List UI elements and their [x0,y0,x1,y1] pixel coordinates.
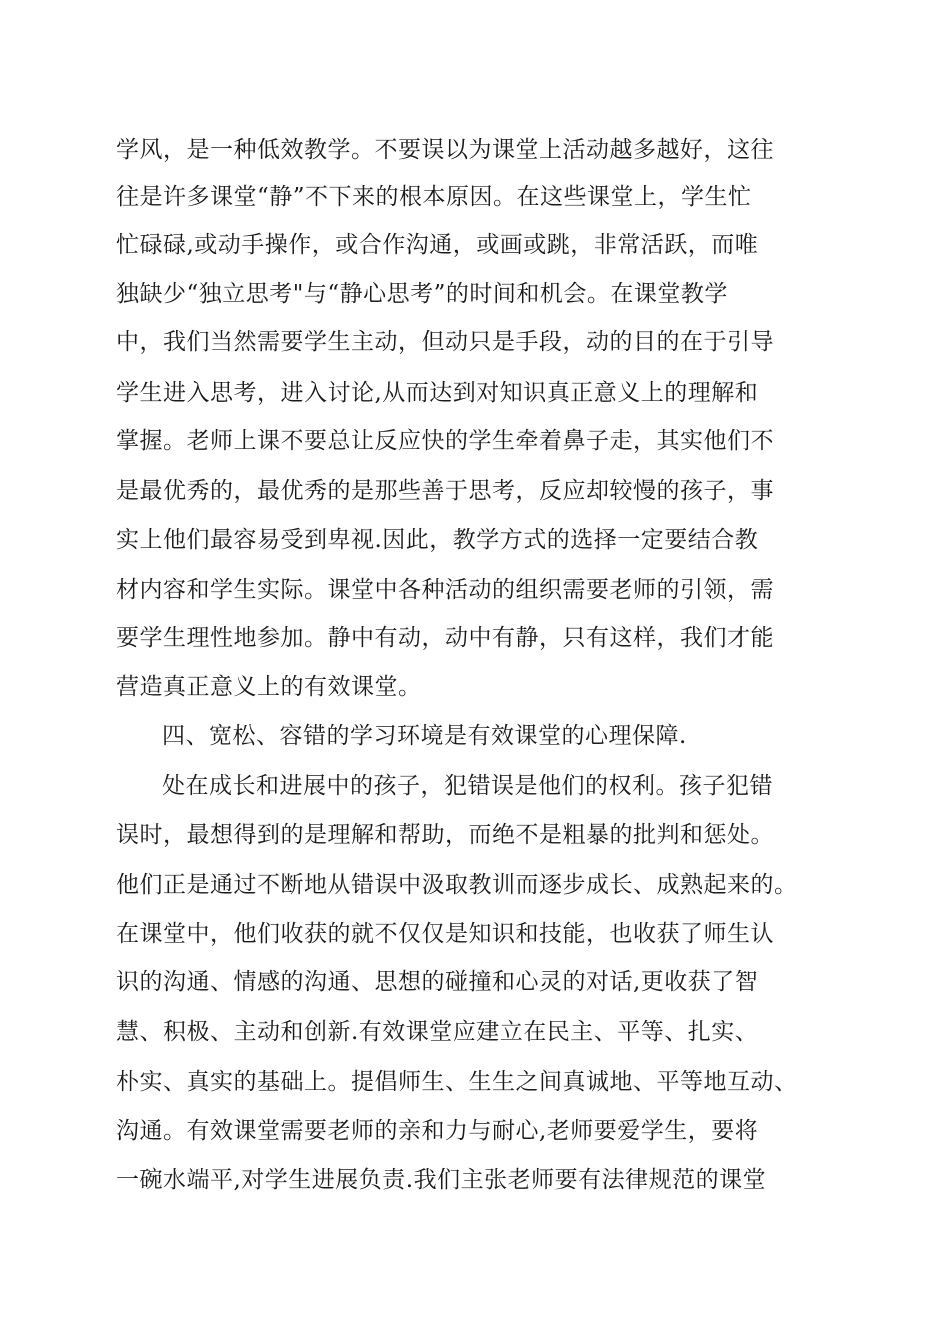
text-line-8: 是最优秀的，最优秀的是那些善于思考，反应却较慢的孩子，事 [116,478,774,504]
text-line-17: 在课堂中，他们收获的就不仅仅是知识和技能，也收获了师生认 [116,921,774,947]
text-line-2: 往是许多课堂“静”不下来的根本原因。在这些课堂上，学生忙 [116,184,752,210]
text-line-9: 实上他们最容易受到卑视.因此，教学方式的选择一定要结合教 [116,527,759,553]
text-line-16: 他们正是通过不断地从错误中汲取教训而逐步成长、成熟起来的。 [116,872,798,898]
text-line-11: 要学生理性地参加。静中有动，动中有静，只有这样，我们才能 [116,625,774,651]
text-line-20: 朴实、真实的基础上。提倡师生、生生之间真诚地、平等地互动、 [116,1069,798,1095]
text-line-6: 学生进入思考，进入讨论,从而达到对知识真正意义上的理解和 [116,380,759,406]
text-line-10: 材内容和学生实际。课堂中各种活动的组织需要老师的引领，需 [116,577,774,603]
text-line-21: 沟通。有效课堂需要老师的亲和力与耐心,老师要爱学生，要将 [116,1118,759,1144]
text-line-5: 中，我们当然需要学生主动，但动只是手段，动的目的在于引导 [116,329,774,355]
text-line-18: 识的沟通、情感的沟通、思想的碰撞和心灵的对话,更收获了智 [116,969,759,995]
text-line-14: 处在成长和进展中的孩子，犯错误是他们的权利。孩子犯错 [162,773,773,799]
section-heading: 四、宽松、容错的学习环境是有效课堂的心理保障. [162,723,687,749]
text-line-7: 掌握。老师上课不要总让反应快的学生牵着鼻子走，其实他们不 [116,428,774,454]
text-line-15: 误时，最想得到的是理解和帮助，而绝不是粗暴的批判和惩处。 [116,822,774,848]
text-line-3: 忙碌碌,或动手操作，或合作沟通，或画或跳，非常活跃，而唯 [116,232,759,258]
text-line-4: 独缺少“独立思考"与“静心思考”的时间和机会。在课堂教学 [116,281,728,307]
text-line-22: 一碗水端平,对学生进展负责.我们主张老师要有法律规范的课堂 [116,1167,767,1193]
text-line-12: 营造真正意义上的有效课堂。 [116,674,422,700]
text-line-1: 学风，是一种低效教学。不要误以为课堂上活动越多越好，这往 [116,137,774,163]
text-line-19: 慧、积极、主动和创新.有效课堂应建立在民主、平等、扎实、 [116,1019,759,1045]
